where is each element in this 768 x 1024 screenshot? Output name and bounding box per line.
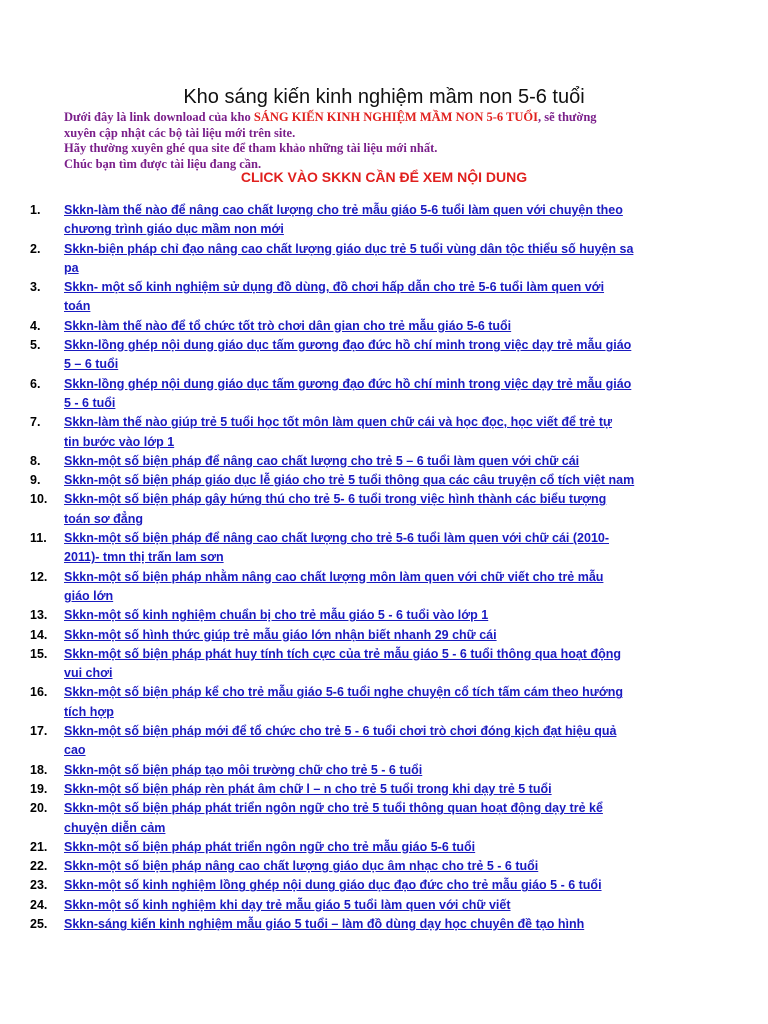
list-item [30, 471, 680, 490]
list-item-number: 19. [30, 781, 48, 796]
document-link[interactable]: Skkn-biện pháp chỉ đạo nâng cao chất lượng giáo dục trẻ 5 tuổi vùng dân tộc thiểu số huyện sa [64, 241, 634, 256]
document-link[interactable]: Skkn-một số biện pháp phát huy tính tích cực của trẻ mẫu giáo 5 - 6 tuổi thông qua hoạt động [64, 646, 621, 661]
list-item-number: 8. [30, 453, 41, 468]
list-item [30, 896, 680, 915]
list-item [30, 317, 680, 336]
list-item-number: 17. [30, 724, 48, 739]
intro-paragraph [64, 110, 684, 172]
document-link[interactable]: Skkn-một số biện pháp phát triển ngôn ngữ cho trẻ mẫu giáo 5-6 tuổi [64, 839, 476, 854]
document-link[interactable]: Skkn-một số biện pháp nhằm nâng cao chất lượng môn làm quen với chữ viết cho trẻ mẫu [64, 569, 604, 584]
list-item-body [64, 683, 623, 722]
list-item [30, 761, 680, 780]
list-item [30, 413, 680, 452]
document-link[interactable]: toán sơ đẳng [64, 511, 144, 526]
document-link[interactable]: Skkn-một số biện pháp kể cho trẻ mẫu giáo 5-6 tuổi nghe chuyện cổ tích tấm cám theo hướng [64, 685, 623, 700]
list-item [30, 606, 680, 625]
list-item-number: 10. [30, 492, 48, 507]
list-item [30, 490, 680, 529]
list-item-number: 6. [30, 376, 41, 391]
list-item [30, 278, 680, 317]
document-link[interactable]: toán [64, 299, 91, 314]
intro-line-2: xuyên cập nhật các bộ tài liệu mới trên site. [64, 125, 296, 140]
list-item-body [64, 471, 634, 490]
list-item [30, 375, 680, 414]
list-item-body [64, 626, 497, 645]
list-item-body [64, 490, 606, 529]
list-item-number: 1. [30, 203, 41, 217]
list-item [30, 780, 680, 799]
list-item-body [64, 317, 511, 336]
list-item-body [64, 278, 604, 317]
list-item [30, 838, 680, 857]
document-link[interactable]: tích hợp [64, 704, 114, 719]
intro-line-3: Hãy thường xuyên ghé qua site để tham khảo những tài liệu mới nhất. [64, 141, 438, 155]
document-link[interactable]: Skkn-một số biện pháp mới để tổ chức cho trẻ 5 - 6 tuổi chơi trò chơi đóng kịch đạt hiệu quả [64, 724, 617, 739]
list-item-number: 7. [30, 415, 41, 430]
document-link[interactable]: Skkn-một số hình thức giúp trẻ mẫu giáo lớn nhận biết nhanh 29 chữ cái [64, 627, 497, 642]
document-link[interactable]: Skkn-một số biện pháp gây hứng thú cho trẻ 5- 6 tuổi trong việc hình thành các biểu tượng [64, 492, 607, 507]
list-item-number: 14. [30, 627, 48, 642]
list-item-body [64, 336, 631, 375]
intro-line-4: Chúc bạn tìm được tài liệu đang cần. [64, 156, 262, 171]
document-link[interactable]: Skkn-một số biện pháp để nâng cao chất lượng cho trẻ 5-6 tuổi làm quen với chữ cái (2010- [64, 531, 610, 546]
list-item [30, 857, 680, 876]
list-item [30, 568, 680, 607]
list-item-number: 25. [30, 916, 48, 931]
document-link[interactable]: cao [64, 743, 86, 758]
page-title: Kho sáng kiến kinh nghiệm mầm non 5-6 tuổi [183, 86, 585, 108]
document-link[interactable]: chuyện diễn cảm [64, 820, 166, 835]
document-link[interactable]: Skkn-một số kinh nghiệm khi dạy trẻ mẫu giáo 5 tuổi làm quen với chữ viết [64, 897, 511, 912]
list-item [30, 240, 680, 279]
document-link[interactable]: Skkn-một số biện pháp giáo dục lễ giáo cho trẻ 5 tuổi thông qua các câu truyện cổ tích việt nam [64, 473, 635, 488]
document-link[interactable]: Skkn-một số kinh nghiệm chuẩn bị cho trẻ mẫu giáo 5 - 6 tuổi vào lớp 1 [64, 608, 489, 623]
list-item [30, 683, 680, 722]
list-item-number: 20. [30, 801, 48, 816]
list-item-body [64, 568, 603, 607]
document-link[interactable]: Skkn-lồng ghép nội dung giáo dục tấm gương đạo đức hồ chí minh trong việc dạy trẻ mẫu giáo [64, 338, 632, 353]
list-item-body [64, 413, 612, 452]
list-item-number: 9. [30, 473, 41, 488]
list-item [30, 529, 680, 568]
document-link[interactable]: giáo lớn [64, 588, 114, 603]
list-item-body [64, 240, 633, 279]
document-link[interactable]: Skkn-làm thế nào để tổ chức tốt trò chơi dân gian cho trẻ mẫu giáo 5-6 tuổi [64, 318, 512, 333]
document-link-list [30, 201, 680, 934]
document-link[interactable]: Skkn-một số kinh nghiệm lồng ghép nội dung giáo dục đạo đức cho trẻ mẫu giáo 5 - 6 tuổi [64, 878, 602, 893]
list-item [30, 799, 680, 838]
list-item-number: 5. [30, 338, 41, 353]
list-item-number: 12. [30, 569, 48, 584]
list-item-body [64, 722, 616, 761]
list-item-body [64, 876, 602, 895]
list-item-number: 13. [30, 608, 48, 623]
list-item-body [64, 645, 621, 684]
list-item-body [64, 761, 422, 780]
list-item-body [64, 780, 552, 799]
document-link[interactable]: 2011)- tmn thị trấn lam sơn [64, 550, 224, 565]
document-link[interactable]: Skkn-sáng kiến kinh nghiệm mẫu giáo 5 tuổi – làm đồ dùng dạy học chuyên đề tạo hình [64, 916, 585, 931]
document-link[interactable]: Skkn-một số biện pháp nâng cao chất lượng giáo dục âm nhạc cho trẻ 5 - 6 tuổi [64, 859, 539, 874]
document-link[interactable]: 5 – 6 tuổi [64, 357, 119, 372]
list-item-number: 21. [30, 839, 48, 854]
list-item-body [64, 915, 584, 934]
list-item-number: 22. [30, 859, 48, 874]
document-link[interactable]: tin bước vào lớp 1 [64, 434, 175, 449]
list-item-body [64, 799, 603, 838]
document-link[interactable]: Skkn-lồng ghép nội dung giáo dục tấm gương đạo đức hồ chí minh trong việc dạy trẻ mẫu giáo [64, 376, 632, 391]
document-link[interactable]: Skkn-làm thế nào để nâng cao chất lượng cho trẻ mẫu giáo 5-6 tuổi làm quen với chuyện theo [64, 203, 623, 217]
list-item-number: 4. [30, 318, 41, 333]
list-item [30, 722, 680, 761]
list-item [30, 201, 680, 240]
list-item-number: 16. [30, 685, 48, 700]
list-item-body [64, 896, 511, 915]
list-item [30, 915, 680, 934]
list-item-body [64, 857, 538, 876]
document-link[interactable]: Skkn-một số biện pháp để nâng cao chất lượng cho trẻ 5 – 6 tuổi làm quen với chữ cái [64, 453, 580, 468]
document-link[interactable]: chương trình giáo dục mầm non mới [64, 222, 284, 237]
list-item-body [64, 529, 609, 568]
document-link[interactable]: Skkn-một số biện pháp phát triển ngôn ngữ cho trẻ 5 tuổi thông quan hoạt động dạy trẻ kể [64, 801, 603, 816]
click-instruction: CLICK VÀO SKKN CẦN ĐỂ XEM NỘI DUNG [240, 169, 528, 185]
intro-line-1: Dưới đây là link download của kho SÁNG KIẾN KINH NGHIỆM MẦM NON 5-6 TUỔI, sẽ thường [64, 110, 597, 124]
list-item-number: 3. [30, 280, 41, 295]
list-item [30, 876, 680, 895]
list-item [30, 452, 680, 471]
list-item [30, 626, 680, 645]
list-item-body [64, 452, 579, 471]
document-link[interactable]: Skkn-làm thế nào giúp trẻ 5 tuổi học tốt môn làm quen chữ cái và học đọc, học viết để trẻ tự [64, 415, 613, 430]
document-link[interactable]: Skkn- một số kinh nghiệm sử dụng đồ dùng, đồ chơi hấp dẫn cho trẻ 5-6 tuổi làm quen với [64, 280, 605, 295]
list-item [30, 336, 680, 375]
document-link[interactable]: pa [64, 260, 79, 275]
document-link[interactable]: Skkn-một số biện pháp tạo môi trường chữ cho trẻ 5 - 6 tuổi [64, 762, 423, 777]
list-item-body [64, 201, 623, 240]
list-item-number: 23. [30, 878, 48, 893]
list-item-body [64, 375, 631, 414]
list-item-number: 18. [30, 762, 48, 777]
list-item-body [64, 838, 475, 857]
list-item-number: 11. [30, 531, 47, 546]
document-link[interactable]: Skkn-một số biện pháp rèn phát âm chữ l – n cho trẻ 5 tuổi trong khi dạy trẻ 5 tuổi [64, 781, 552, 796]
list-item [30, 645, 680, 684]
list-item-body [64, 606, 488, 625]
list-item-number: 2. [30, 241, 41, 256]
list-item-number: 15. [30, 646, 48, 661]
list-item-number: 24. [30, 897, 48, 912]
intro-highlight: SÁNG KIẾN KINH NGHIỆM MẦM NON 5-6 TUỔI [253, 110, 538, 124]
document-link[interactable]: vui chơi [64, 666, 113, 681]
document-link[interactable]: 5 - 6 tuổi [64, 395, 116, 410]
